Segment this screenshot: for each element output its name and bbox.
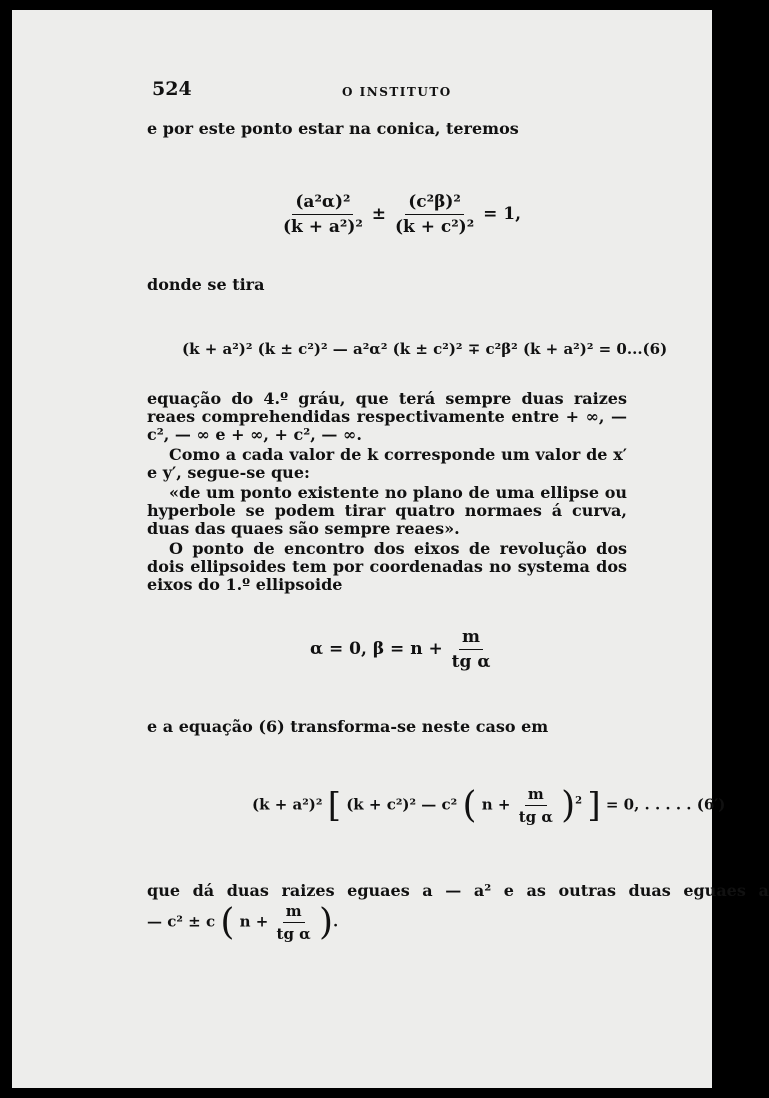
alpha-beta-lhs: α = 0, β = n + bbox=[310, 639, 443, 659]
paragraph-1: e por este ponto estar na conica, teremos bbox=[147, 119, 519, 138]
final-fraction-denominator: tg α bbox=[276, 925, 311, 943]
p8-start: que dá duas raizes eguaes a bbox=[147, 881, 433, 900]
equation-final bbox=[147, 902, 338, 943]
page-number: 524 bbox=[152, 78, 192, 100]
left-bracket: [ bbox=[327, 785, 341, 826]
left-paren: ( bbox=[462, 785, 477, 826]
final-fraction-numerator: m bbox=[283, 902, 305, 923]
equation-6: (k + a²)² (k ± c²)² — a²α² (k ± c²)² ∓ c²β² (k + a²)² = 0...(6) bbox=[182, 340, 668, 358]
paragraph-3: equação do 4.º gráu, que terá sempre duas raizes reaes comprehendidas respectivamente entre + ∞, — c², — ∞ e + ∞, + c², — ∞. bbox=[147, 389, 627, 444]
eq6p-exponent: 2 bbox=[575, 795, 583, 807]
eq6p-rhs: = 0, . . . . . (6′) bbox=[605, 795, 726, 814]
eq6p-fraction-numerator: m bbox=[525, 785, 547, 806]
equation-6-prime bbox=[252, 785, 725, 826]
eq6p-inner: (k + c²)² — c² bbox=[346, 795, 458, 814]
final-period: . bbox=[333, 912, 339, 931]
fraction-2-denominator: (k + c²)² bbox=[394, 217, 475, 237]
fraction-2-numerator: (c²β)² bbox=[405, 192, 464, 215]
eq6p-lhs: (k + a²)² bbox=[252, 795, 323, 814]
final-inner-a: n + bbox=[239, 912, 269, 931]
eq6p-fraction-denominator: tg α bbox=[518, 808, 553, 826]
fraction-1-numerator: (a²α)² bbox=[292, 192, 353, 215]
right-paren: ) bbox=[561, 785, 576, 826]
fraction-1 bbox=[280, 192, 366, 237]
final-lhs: — c² ± c bbox=[147, 912, 216, 931]
plus-minus-operator: ± bbox=[371, 204, 387, 224]
final-left-paren: ( bbox=[220, 902, 235, 943]
paragraph-6: O ponto de encontro dos eixos de revolução dos dois ellipsoides tem por coordenadas no systema dos eixos do 1.º ellipsoide bbox=[147, 539, 627, 594]
fraction-m-tg-alpha bbox=[449, 627, 494, 672]
eq6p-fraction bbox=[516, 785, 556, 826]
running-head: O INSTITUTO bbox=[342, 85, 452, 99]
book-page bbox=[12, 10, 769, 1088]
paragraph-2: donde se tira bbox=[147, 275, 265, 294]
fraction-denominator: tg α bbox=[451, 652, 491, 672]
fraction-2 bbox=[392, 192, 477, 237]
fraction-numerator: m bbox=[459, 627, 483, 650]
p8-mid: — a² bbox=[445, 881, 492, 900]
p8-end: e as outras duas eguaes a bbox=[503, 881, 769, 900]
paragraph-7: e a equação (6) transforma-se neste caso em bbox=[147, 717, 549, 736]
final-fraction bbox=[274, 902, 314, 943]
equation-alpha-beta bbox=[310, 627, 493, 672]
equation-conic bbox=[280, 192, 521, 237]
paragraph-4: Como a cada valor de k corresponde um valor de x′ e y′, segue-se que: bbox=[147, 445, 627, 482]
final-right-paren: ) bbox=[318, 902, 333, 943]
eq6p-inner-a: n + bbox=[481, 795, 511, 814]
paragraph-8 bbox=[147, 881, 769, 900]
equation-rhs: = 1, bbox=[483, 204, 521, 224]
right-bracket: ] bbox=[587, 785, 601, 826]
paragraph-5-quote: «de um ponto existente no plano de uma ellipse ou hyperbole se podem tirar quatro normaes á curva, duas das quaes são sempre reaes». bbox=[147, 483, 627, 538]
page-header bbox=[152, 78, 632, 108]
fraction-1-denominator: (k + a²)² bbox=[283, 217, 363, 237]
